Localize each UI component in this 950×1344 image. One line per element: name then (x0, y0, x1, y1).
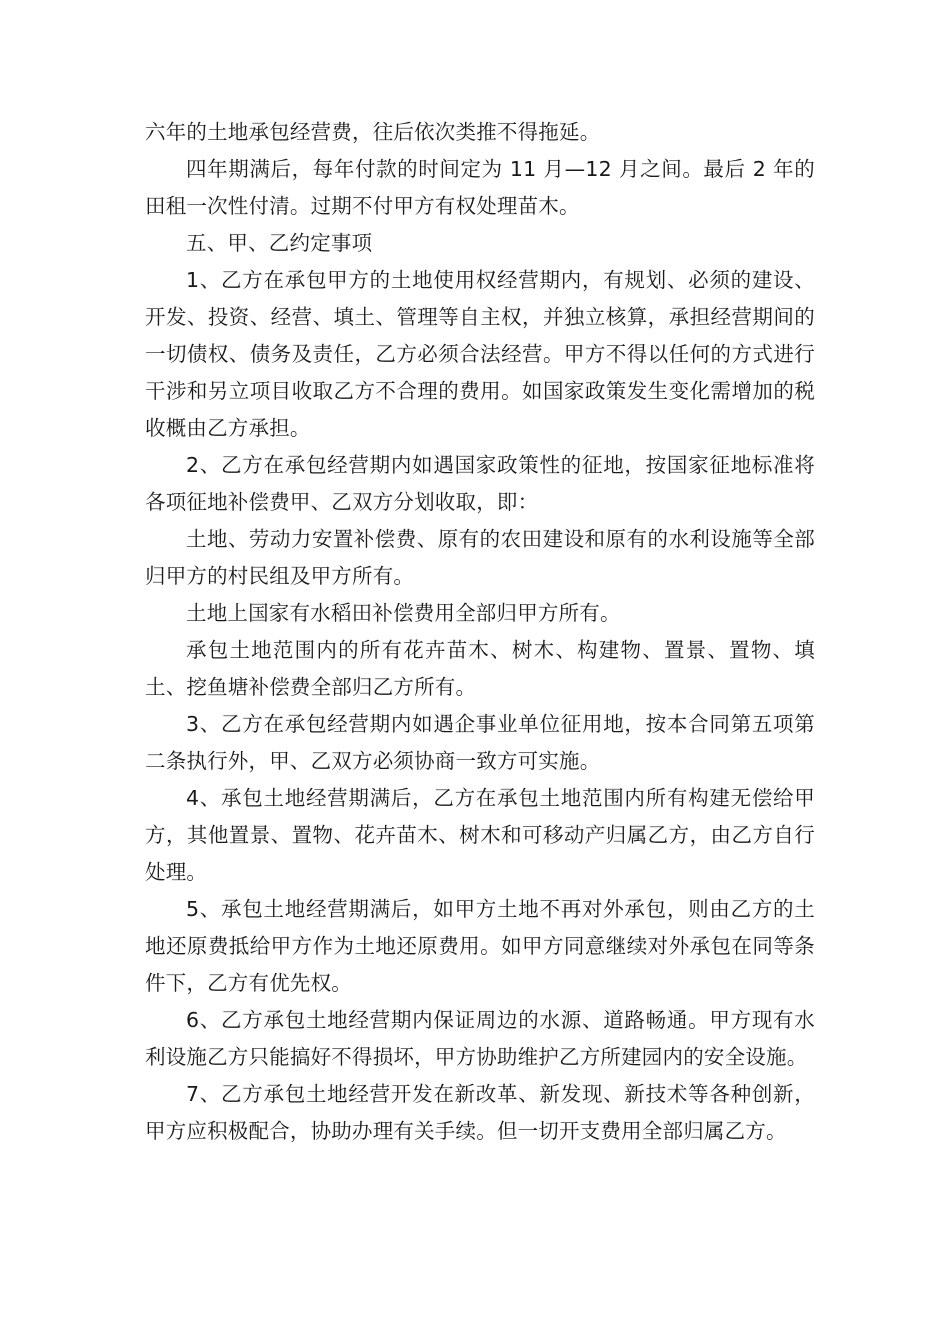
clause-6: 6、乙方承包土地经营期内保证周边的水源、道路畅通。甲方现有水利设施乙方只能搞好不得损坏，甲方协助维护乙方所建园内的安全设施。 (145, 1008, 815, 1069)
clause-3: 3、乙方在承包经营期内如遇企事业单位征用地，按本合同第五项第二条执行外，甲、乙双方必须协商一致方可实施。 (145, 712, 815, 773)
section-heading: 五、甲、乙约定事项 (186, 231, 373, 255)
paragraph-continuation: 六年的土地承包经营费，往后依次类推不得拖延。 (145, 120, 601, 144)
clause-1: 1、乙方在承包甲方的土地使用权经营期内，有规划、必须的建设、开发、投资、经营、填土、管理等自主权，并独立核算，承担经营期间的一切债权、债务及责任，乙方必须合法经营。甲方不得以任何的方式进行干涉和另立项目收取乙方不合理的费用。如国家政策发生变化需增加的税收概由乙方承担。 (145, 268, 815, 440)
clause-4: 4、承包土地经营期满后，乙方在承包土地范围内所有构建无偿给甲方，其他置景、置物、花卉苗木、树木和可移动产归属乙方，由乙方自行处理。 (145, 786, 815, 884)
document-body (145, 114, 815, 1150)
clause-2-item-paddy: 土地上国家有水稻田补偿费用全部归甲方所有。 (186, 601, 621, 625)
clause-2-item-land: 土地、劳动力安置补偿费、原有的农田建设和原有的水利设施等全部归甲方的村民组及甲方所有。 (145, 527, 815, 588)
clause-5: 5、承包土地经营期满后，如甲方土地不再对外承包，则由乙方的土地还原费抵给甲方作为土地还原费用。如甲方同意继续对外承包在同等条件下，乙方有优先权。 (145, 897, 815, 995)
paragraph-payment-schedule: 四年期满后，每年付款的时间定为 11 月—12 月之间。最后 2 年的田租一次性付清。过期不付甲方有权处理苗木。 (145, 157, 815, 218)
clause-7: 7、乙方承包土地经营开发在新改革、新发现、新技术等各种创新，甲方应积极配合，协助办理有关手续。但一切开支费用全部归属乙方。 (145, 1082, 815, 1143)
clause-2: 2、乙方在承包经营期内如遇国家政策性的征地，按国家征地标准将各项征地补偿费甲、乙双方分划收取，即： (145, 453, 815, 514)
clause-2-item-nursery: 承包土地范围内的所有花卉苗木、树木、构建物、置景、置物、填土、挖鱼塘补偿费全部归乙方所有。 (145, 638, 815, 699)
